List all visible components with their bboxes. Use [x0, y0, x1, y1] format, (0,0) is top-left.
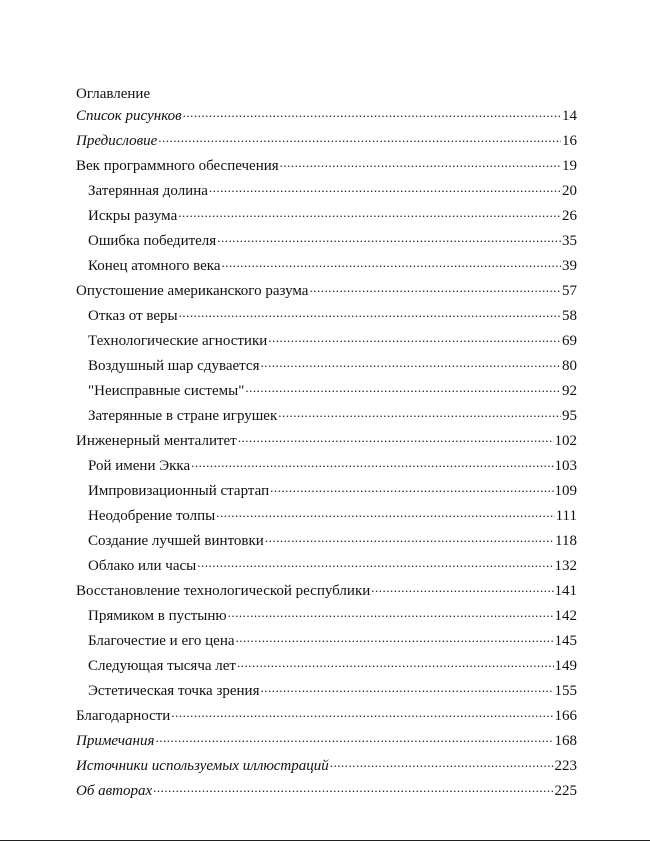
toc-entry-page-number: 103 — [554, 458, 577, 474]
toc-dot-leader — [158, 129, 561, 146]
toc-entry-label: Инженерный менталитет — [76, 433, 237, 449]
toc-entry[interactable] — [76, 782, 577, 807]
toc-entry-label: Создание лучшей винтовки — [88, 533, 264, 549]
toc-entry-label: Список рисунков — [76, 108, 182, 124]
toc-dot-leader — [330, 754, 554, 771]
toc-dot-leader — [171, 704, 553, 721]
toc-entry-label: Неодобрение толпы — [88, 508, 216, 524]
toc-entry-label: Рой имени Экка — [88, 458, 191, 474]
toc-entry-label: Ошибка победителя — [88, 233, 217, 249]
toc-dot-leader — [221, 254, 561, 271]
toc-dot-leader — [245, 379, 561, 396]
toc-entry-label: Благодарности — [76, 708, 171, 724]
toc-entry-page-number: 168 — [554, 733, 577, 749]
toc-entry-page-number: 35 — [562, 233, 577, 249]
toc-entry-page-number: 141 — [554, 583, 577, 599]
toc-entry-label: Об авторах — [76, 783, 153, 799]
toc-dot-leader — [237, 654, 554, 671]
toc-dot-leader — [270, 479, 553, 496]
toc-entry-page-number: 19 — [562, 158, 577, 174]
toc-entry-page-number: 16 — [562, 133, 577, 149]
toc-entry-page-number: 225 — [554, 783, 577, 799]
toc-entry-label: Конец атомного века — [88, 258, 221, 274]
toc-entry-label: Примечания — [76, 733, 155, 749]
toc-entry-label: Искры разума — [88, 208, 178, 224]
toc-entry-page-number: 102 — [554, 433, 577, 449]
toc-dot-leader — [191, 454, 553, 471]
toc-entry-label: Воздушный шар сдувается — [88, 358, 260, 374]
toc-entry-page-number: 20 — [562, 183, 577, 199]
toc-entry-label: Восстановление технологической республики — [76, 583, 371, 599]
toc-entry-page-number: 149 — [554, 658, 577, 674]
toc-dot-leader — [228, 604, 554, 621]
toc-entry-label: Прямиком в пустыню — [88, 608, 227, 624]
table-of-contents — [76, 86, 577, 807]
toc-entry-page-number: 95 — [562, 408, 577, 424]
toc-dot-leader — [197, 554, 553, 571]
toc-entry-page-number: 166 — [554, 708, 577, 724]
toc-entry-page-number: 92 — [562, 383, 577, 399]
toc-entry-label: Затерянные в стране игрушек — [88, 408, 278, 424]
toc-dot-leader — [153, 779, 553, 796]
toc-entry-page-number: 223 — [554, 758, 577, 774]
toc-dot-leader — [217, 229, 561, 246]
toc-dot-leader — [209, 179, 561, 196]
toc-dot-leader — [280, 154, 561, 171]
toc-title: Оглавление — [76, 86, 151, 102]
toc-entry-page-number: 155 — [554, 683, 577, 699]
toc-dot-leader — [309, 279, 561, 296]
toc-dot-leader — [236, 629, 554, 646]
toc-entry-label: Технологические агностики — [88, 333, 268, 349]
toc-entry-label: Опустошение американского разума — [76, 283, 309, 299]
toc-entry-label: Затерянная долина — [88, 183, 208, 199]
toc-entry-page-number: 14 — [562, 108, 577, 124]
toc-entry-label: Следующая тысяча лет — [88, 658, 236, 674]
toc-dot-leader — [183, 104, 561, 121]
toc-dot-leader — [371, 579, 553, 596]
toc-entry-label: Предисловие — [76, 133, 158, 149]
toc-dot-leader — [216, 504, 554, 521]
toc-entry-label: Отказ от веры — [88, 308, 178, 324]
toc-dot-leader — [265, 529, 554, 546]
toc-dot-leader — [260, 354, 561, 371]
toc-entry-label: Облако или часы — [88, 558, 197, 574]
toc-dot-leader — [278, 404, 561, 421]
toc-entry-page-number: 26 — [562, 208, 577, 224]
toc-entry-page-number: 109 — [554, 483, 577, 499]
toc-entry-page-number: 69 — [562, 333, 577, 349]
toc-list — [76, 107, 577, 807]
toc-entry-page-number: 80 — [562, 358, 577, 374]
page-bottom-rule — [0, 840, 650, 841]
toc-entry-label: Благочестие и его цена — [88, 633, 235, 649]
toc-entry-page-number: 39 — [562, 258, 577, 274]
toc-entry-page-number: 111 — [555, 508, 577, 524]
toc-entry-page-number: 142 — [554, 608, 577, 624]
toc-entry-label: Век программного обеспечения — [76, 158, 279, 174]
toc-dot-leader — [238, 429, 554, 446]
toc-dot-leader — [155, 729, 553, 746]
toc-entry-page-number: 132 — [554, 558, 577, 574]
toc-dot-leader — [178, 204, 561, 221]
toc-entry-label: Источники используемых иллюстраций — [76, 758, 329, 774]
toc-dot-leader — [268, 329, 561, 346]
toc-dot-leader — [179, 304, 561, 321]
toc-entry-label: Импровизационный стартап — [88, 483, 270, 499]
toc-entry-page-number: 58 — [562, 308, 577, 324]
toc-entry-page-number: 145 — [554, 633, 577, 649]
toc-entry-page-number: 57 — [562, 283, 577, 299]
toc-entry-label: Эстетическая точка зрения — [88, 683, 260, 699]
toc-entry-label: "Неисправные системы" — [88, 383, 245, 399]
toc-entry-page-number: 118 — [555, 533, 577, 549]
toc-dot-leader — [260, 679, 553, 696]
